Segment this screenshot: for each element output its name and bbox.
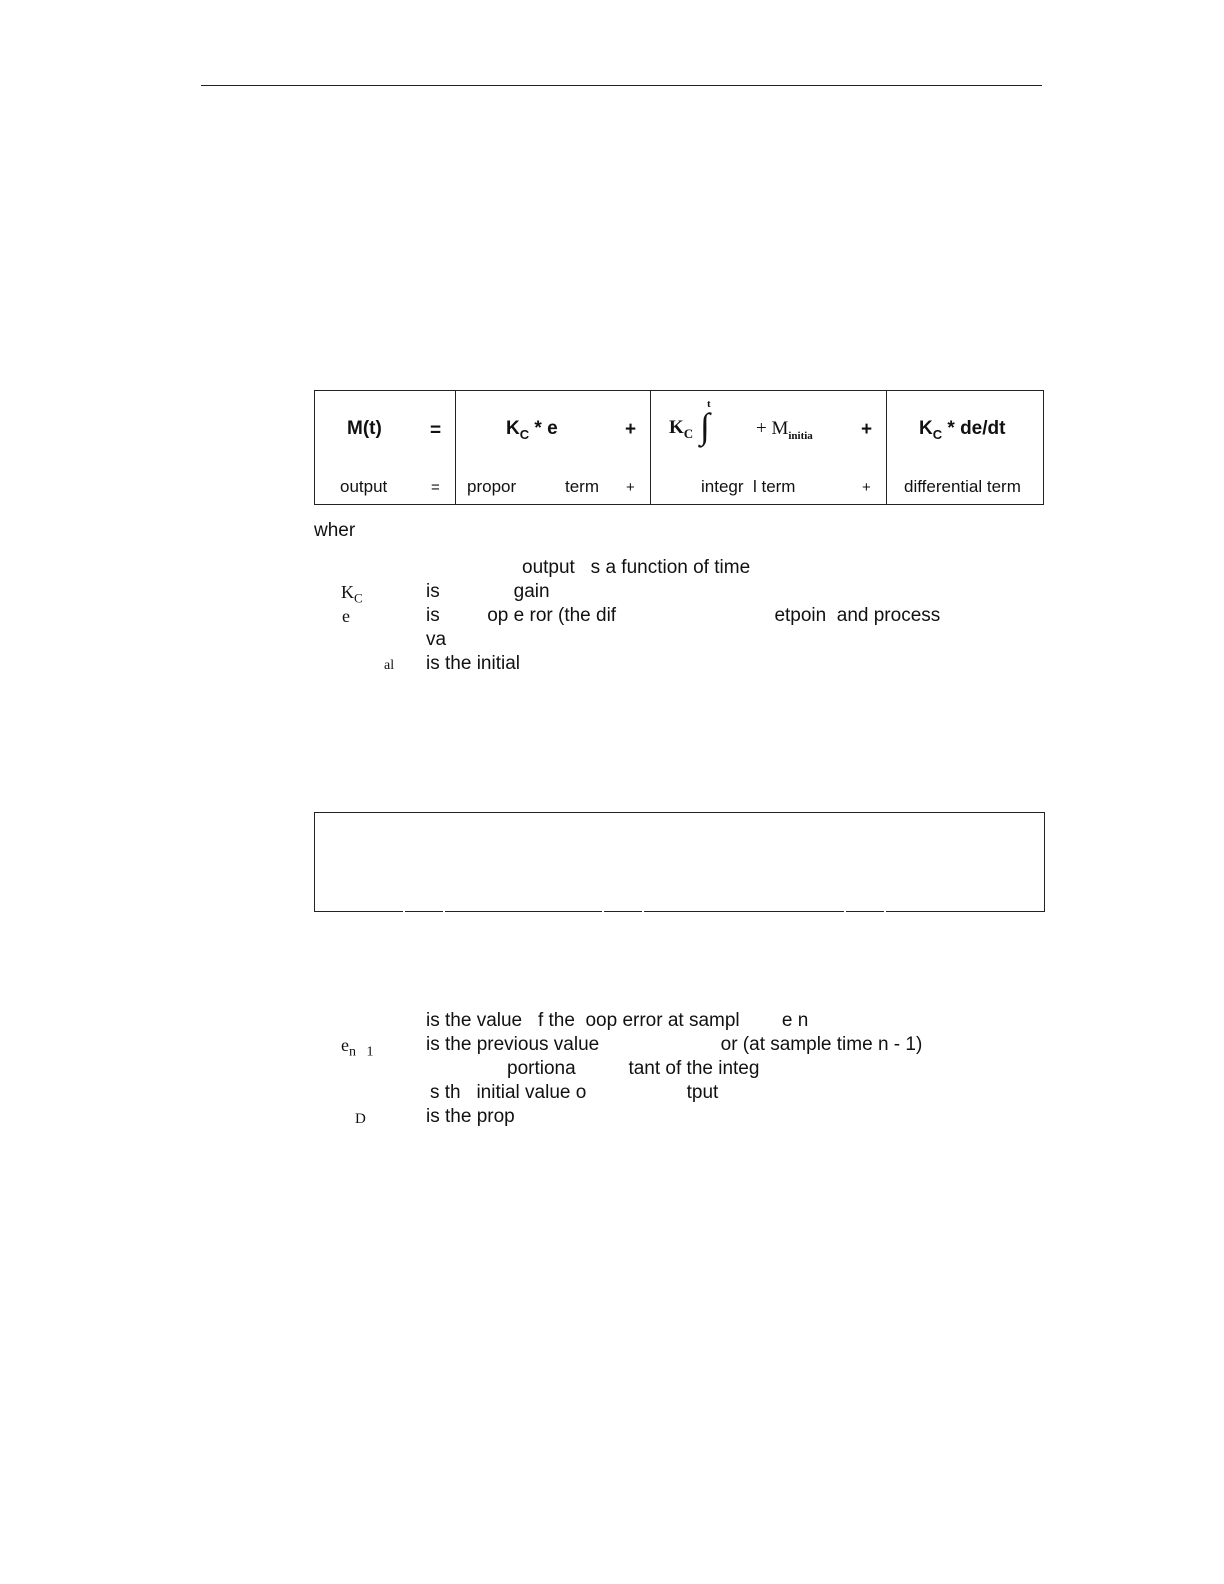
- where-label: wher: [314, 520, 356, 541]
- eq-integral-gain: $K_C$: [669, 417, 694, 441]
- eq-output-symbol: M(t): [347, 418, 382, 439]
- label-proportional: propor: [467, 477, 517, 496]
- definition-symbol: al: [384, 658, 395, 673]
- eq-differential-term: $K_C * de/dt$: [919, 418, 1006, 442]
- definition-text: is gain: [426, 581, 550, 602]
- definition-text: output s a function of time: [522, 557, 751, 578]
- integral-sign-icon: ∫: [700, 406, 710, 446]
- label-plus: +: [862, 479, 871, 496]
- label-plus: +: [626, 479, 635, 496]
- definition-text: is the prop: [426, 1106, 515, 1127]
- label-term: term: [565, 477, 599, 496]
- definition-symbol: e: [342, 606, 350, 626]
- definition-text: is the value f the oop error at sampl e n: [426, 1010, 809, 1031]
- header-rule: [201, 85, 1042, 86]
- label-integral-term: integr l term: [701, 477, 796, 496]
- label-differential-term: differential term: [904, 477, 1021, 496]
- eq-plus: +: [861, 419, 873, 440]
- label-equals: =: [431, 479, 440, 496]
- definition-text: is the previous value or (at sample time n - 1): [426, 1034, 923, 1055]
- integral-upper-limit: t: [707, 398, 711, 410]
- column-divider: [455, 391, 456, 504]
- definition-text: s th initial value o tput: [430, 1082, 719, 1103]
- definition-text: is op e ror (the dif etpoin and process: [426, 605, 941, 626]
- label-output: output: [340, 477, 388, 496]
- eq-equals: =: [430, 420, 442, 441]
- eq-m-initial: + $M_{initia}$: [756, 418, 813, 442]
- definition-symbol: $K_C$: [341, 582, 363, 606]
- definition-text: portiona tant of the integ: [507, 1058, 760, 1079]
- definition-symbol: $e_{n 1}$: [341, 1035, 374, 1060]
- definition-symbol: D: [355, 1111, 366, 1127]
- definition-text: va: [426, 629, 447, 650]
- definition-text: is the initial: [426, 653, 520, 674]
- discrete-equation-box: [314, 812, 1045, 912]
- pid-equation-box: [314, 390, 1044, 505]
- column-divider: [650, 391, 651, 504]
- eq-proportional-term: $K_C$ * e: [506, 418, 558, 442]
- eq-plus: +: [625, 419, 637, 440]
- column-divider: [886, 391, 887, 504]
